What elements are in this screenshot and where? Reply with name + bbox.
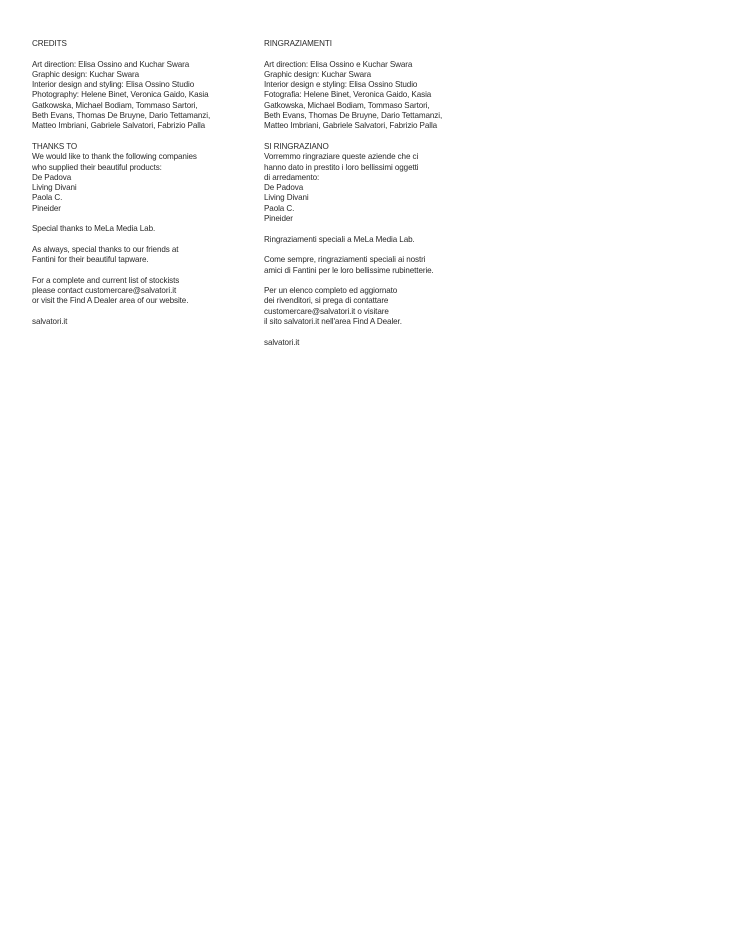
thanks-company: Pineider: [32, 203, 61, 213]
thanks-company: Pineider: [264, 214, 293, 224]
thanks-company: Paola C.: [264, 203, 295, 213]
thanks-company: Living Divani: [32, 183, 77, 193]
credits-line: Art direction: Elisa Ossino e Kuchar Swara: [264, 59, 413, 69]
stockists-line: please contact customercare@salvatori.it: [32, 286, 177, 296]
credits-line: Matteo Imbriani, Gabriele Salvatori, Fabrizio Palla: [32, 121, 206, 131]
credits-line: Interior design e styling: Elisa Ossino Studio: [264, 80, 418, 90]
thanks-line: who supplied their beautiful products:: [32, 162, 162, 172]
friends-line: Come sempre, ringraziamenti speciali ai nostri: [264, 255, 426, 265]
thanks-heading: SI RINGRAZIANO: [264, 141, 329, 151]
thanks-company: De Padova: [264, 183, 304, 193]
thanks-line: hanno dato in prestito i loro bellissimi oggetti: [264, 162, 419, 172]
thanks-line: Vorremmo ringraziare queste aziende che ci: [264, 152, 419, 162]
credits-line: Beth Evans, Thomas De Bruyne, Dario Tettamanzi,: [264, 111, 443, 121]
credits-line: Fotografia: Helene Binet, Veronica Gaido, Kasia: [264, 90, 432, 100]
stockists-line: or visit the Find A Dealer area of our website.: [32, 296, 189, 306]
stockists-line: il sito salvatori.it nell'area Find A Dealer.: [264, 317, 402, 327]
thanks-company: De Padova: [32, 172, 72, 182]
credits-line: Interior design and styling: Elisa Ossino Studio: [32, 80, 195, 90]
website-link[interactable]: salvatori.it: [264, 337, 300, 347]
credits-line: Graphic design: Kuchar Swara: [32, 69, 139, 79]
stockists-line: customercare@salvatori.it o visitare: [264, 306, 389, 316]
credits-column-italian: [264, 39, 479, 348]
credits-column-english: [32, 39, 247, 327]
thanks-company: Paola C.: [32, 193, 63, 203]
credits-line: Photography: Helene Binet, Veronica Gaido, Kasia: [32, 90, 209, 100]
stockists-line: Per un elenco completo ed aggiornato: [264, 286, 398, 296]
credits-line: Gatkowska, Michael Bodiam, Tommaso Sartori,: [264, 100, 430, 110]
credits-line: Matteo Imbriani, Gabriele Salvatori, Fabrizio Palla: [264, 121, 438, 131]
special-thanks: Ringraziamenti speciali a MeLa Media Lab.: [264, 234, 415, 244]
thanks-company: Living Divani: [264, 193, 309, 203]
friends-line: As always, special thanks to our friends at: [32, 244, 179, 254]
thanks-line: We would like to thank the following companies: [32, 152, 197, 162]
credits-line: Gatkowska, Michael Bodiam, Tommaso Sartori,: [32, 100, 198, 110]
credits-line: Art direction: Elisa Ossino and Kuchar Swara: [32, 59, 190, 69]
website-link[interactable]: salvatori.it: [32, 317, 68, 327]
credits-heading: RINGRAZIAMENTI: [264, 39, 332, 48]
special-thanks: Special thanks to MeLa Media Lab.: [32, 224, 156, 234]
credits-line: Graphic design: Kuchar Swara: [264, 69, 371, 79]
stockists-line: For a complete and current list of stockists: [32, 275, 180, 285]
credits-line: Beth Evans, Thomas De Bruyne, Dario Tettamanzi,: [32, 111, 211, 121]
credits-heading: CREDITS: [32, 39, 67, 48]
friends-line: amici di Fantini per le loro bellissime rubinetterie.: [264, 265, 434, 275]
stockists-line: dei rivenditori, si prega di contattare: [264, 296, 389, 306]
friends-line: Fantini for their beautiful tapware.: [32, 255, 149, 265]
thanks-heading: THANKS TO: [32, 141, 78, 151]
thanks-line: di arredamento:: [264, 172, 320, 182]
